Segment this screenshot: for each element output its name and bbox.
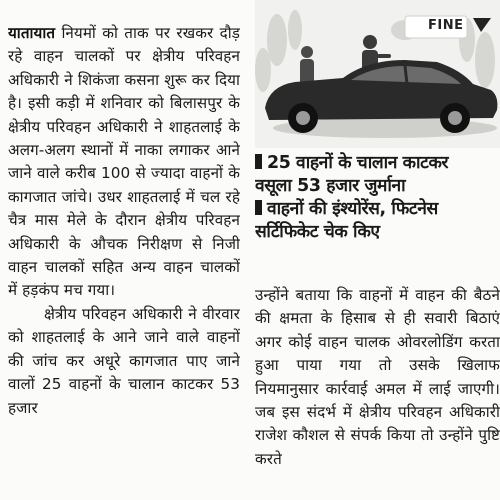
headline-2 (255, 198, 500, 221)
headline-2-line-2: सर्टिफिकेट चेक किए (255, 222, 380, 242)
headline-2-line-1: वाहनों की इंश्योरेंस, फिटनेस (267, 199, 438, 219)
fine-tag: FINE (428, 18, 464, 33)
article-photo (255, 0, 500, 148)
right-article-body (255, 284, 500, 471)
headlines (255, 152, 500, 244)
bullet-icon (255, 200, 262, 215)
right-paragraph-1: उन्होंने बताया कि वाहनों में वाहन की बैठने की क्षमता के हिसाब से ही सवारी बिठाएं अगर कोई वाहन चालक ओवरलोडिंग करता हुआ पाया गया तो उसके खिलाफ नियमानुसार कार्रवाई अमल में लाई जाएगी। जब इस संदर्भ में क्षेत्रीय परिवहन अधिकारी राजेश कौशल से संपर्क किया तो उन्होंने पुष्टि करते (255, 286, 500, 468)
article-paragraph-2: क्षेत्रीय परिवहन अधिकारी ने वीरवार को शाहतलाई के आने जाने वाले वाहनों की जांच कर अधूरे कागजात पाए जाने वालों 25 वाहनों के चालान काटकर 53 हजार (8, 304, 240, 417)
headline-1-line-2: वसूला 53 हजार जुर्माना (255, 176, 406, 196)
paragraph-1-text: नियमों को ताक पर रखकर दौड़ रहे वाहन चालकों पर क्षेत्रीय परिवहन अधिकारी ने शिकंजा कसना शुरू कर दिया है। इसी कड़ी में शनिवार को बिलासपुर के क्षेत्रीय परिवहन अधिकारी ने शाहतलाई के अलग-अलग स्थानों में नाका लगाकर आने जाने वाले करीब 100 से ज्यादा वाहनों के कागजात जांचे। उधर शाहतलाई में चल रहे चैत्र मास मेले के दौरान क्षेत्रीय परिवहन अधिकारी के औचक निरीक्षण से निजी वाहन चालकों सहित अन्य वाहन चालकों में हड़कंप मच गया। (8, 24, 240, 300)
arrow-icon (473, 18, 491, 32)
headline-1 (255, 152, 500, 175)
lead-word: यातायात (8, 24, 56, 42)
right-column (255, 0, 500, 500)
left-column (8, 22, 240, 500)
bullet-icon (255, 154, 262, 169)
article-paragraph-1 (8, 22, 240, 303)
headline-1-line-1: 25 वाहनों के चालान काटकर (267, 153, 449, 173)
